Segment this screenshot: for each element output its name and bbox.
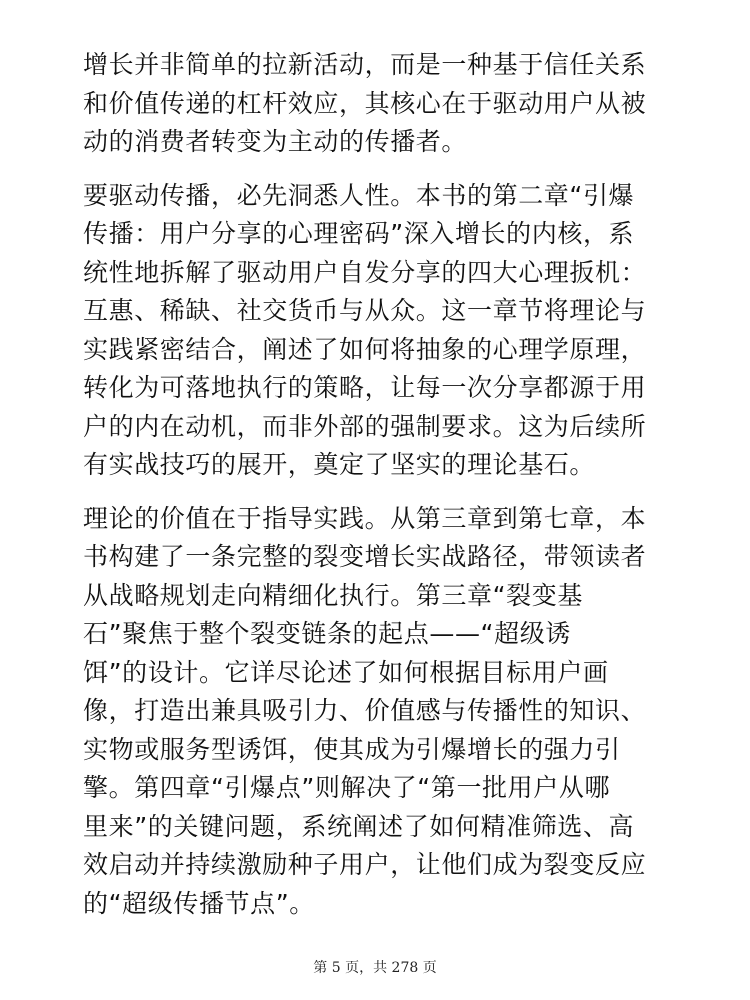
text-line: 里来”的关键问题，系统阐述了如何精准筛选、高 — [83, 811, 635, 841]
text-line: 实践紧密结合，阐述了如何将抽象的心理学原理， — [83, 334, 647, 364]
text-line: 传播：用户分享的心理密码”深入增长的内核，系 — [83, 219, 635, 248]
paragraph-3 — [83, 500, 683, 924]
text-line: 书构建了一条完整的裂变增长实战路径，带领读者 — [83, 542, 647, 571]
text-line: 动的消费者转变为主动的传播者。 — [83, 127, 468, 156]
paragraph-1 — [83, 46, 683, 162]
text-line: 户的内在动机，而非外部的强制要求。这为后续所 — [83, 411, 647, 441]
text-line: 石”聚焦于整个裂变链条的起点——“超级诱 — [83, 619, 571, 648]
text-line: 统性地拆解了驱动用户自发分享的四大心理扳机： — [83, 257, 647, 287]
text-line: 的“超级传播节点”。 — [83, 888, 315, 918]
text-line: 互惠、稀缺、社交货币与从众。这一章节将理论与 — [83, 296, 647, 325]
paragraph-2 — [83, 177, 683, 485]
text-line: 有实战技巧的展开，奠定了坚实的理论基石。 — [83, 450, 596, 479]
text-line: 饵”的设计。它详尽论述了如何根据目标用户画 — [83, 657, 609, 687]
text-line: 效启动并持续激励种子用户，让他们成为裂变反应 — [83, 850, 647, 879]
text-line: 理论的价值在于指导实践。从第三章到第七章，本 — [83, 503, 647, 533]
text-line: 转化为可落地执行的策略，让每一次分享都源于用 — [83, 373, 647, 402]
page-number: 第 5 页，共 278 页 — [313, 960, 437, 976]
text-line: 实物或服务型诱饵，使其成为引爆增长的强力引 — [83, 734, 621, 764]
text-line: 像，打造出兼具吸引力、价值感与传播性的知识、 — [83, 696, 647, 725]
text-line: 从战略规划走向精细化执行。第三章“裂变基 — [83, 580, 583, 610]
text-line: 要驱动传播，必先洞悉人性。本书的第二章“引爆 — [83, 180, 635, 210]
text-line: 擎。第四章“引爆点”则解决了“第一批用户从哪 — [83, 773, 611, 802]
text-line: 和价值传递的杠杆效应，其核心在于驱动用户从被 — [83, 88, 647, 118]
body-text — [83, 46, 683, 938]
text-line: 增长并非简单的拉新活动，而是一种基于信任关系 — [83, 50, 647, 79]
